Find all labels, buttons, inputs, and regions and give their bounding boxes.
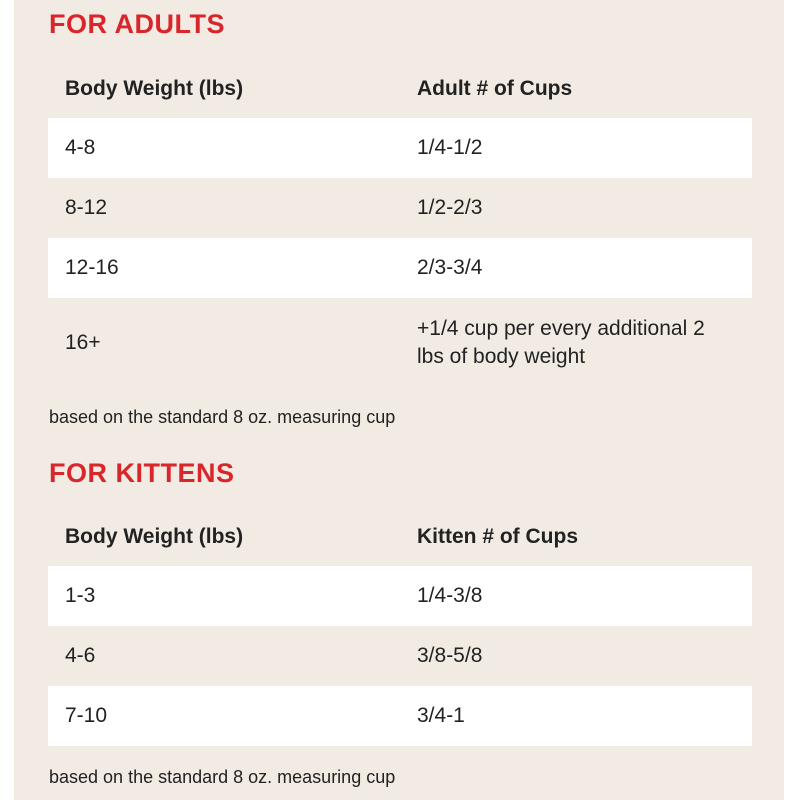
- table-row: [48, 686, 752, 746]
- table-header-row: [48, 508, 752, 566]
- cups-cell: 2/3-3/4: [417, 256, 483, 279]
- header-adult-cups: Adult # of Cups: [417, 77, 573, 100]
- header-body-weight: Body Weight (lbs): [65, 77, 244, 100]
- cups-cell: 1/4-3/8: [417, 584, 483, 607]
- cups-cell: 3/8-5/8: [417, 644, 483, 667]
- header-kitten-cups: Kitten # of Cups: [417, 525, 578, 548]
- header-body-weight: Body Weight (lbs): [65, 525, 244, 548]
- adults-footnote: based on the standard 8 oz. measuring cup: [49, 407, 396, 427]
- weight-cell: 4-8: [65, 136, 96, 159]
- cups-cell: 3/4-1: [417, 704, 465, 727]
- table-row: [48, 238, 752, 298]
- weight-cell: 8-12: [65, 196, 108, 219]
- weight-cell: 4-6: [65, 644, 96, 667]
- kittens-table: [48, 508, 752, 746]
- kittens-footnote: based on the standard 8 oz. measuring cup: [49, 767, 396, 787]
- table-row: [48, 298, 752, 388]
- table-row: [48, 566, 752, 626]
- adults-section-title: FOR ADULTS: [49, 9, 225, 39]
- weight-cell: 12-16: [65, 256, 119, 279]
- table-row: [48, 178, 752, 238]
- cups-cell: 1/4-1/2: [417, 136, 483, 159]
- table-header-row: [48, 60, 752, 118]
- weight-cell: 1-3: [65, 584, 96, 607]
- cups-cell: 1/2-2/3: [417, 196, 483, 219]
- weight-cell: 7-10: [65, 704, 108, 727]
- kittens-section-title: FOR KITTENS: [49, 458, 235, 488]
- cups-cell: +1/4 cup per every additional 2 lbs of body weight: [417, 317, 705, 368]
- weight-cell: 16+: [65, 331, 101, 354]
- table-row: [48, 118, 752, 178]
- adults-table: [48, 60, 752, 388]
- table-row: [48, 626, 752, 686]
